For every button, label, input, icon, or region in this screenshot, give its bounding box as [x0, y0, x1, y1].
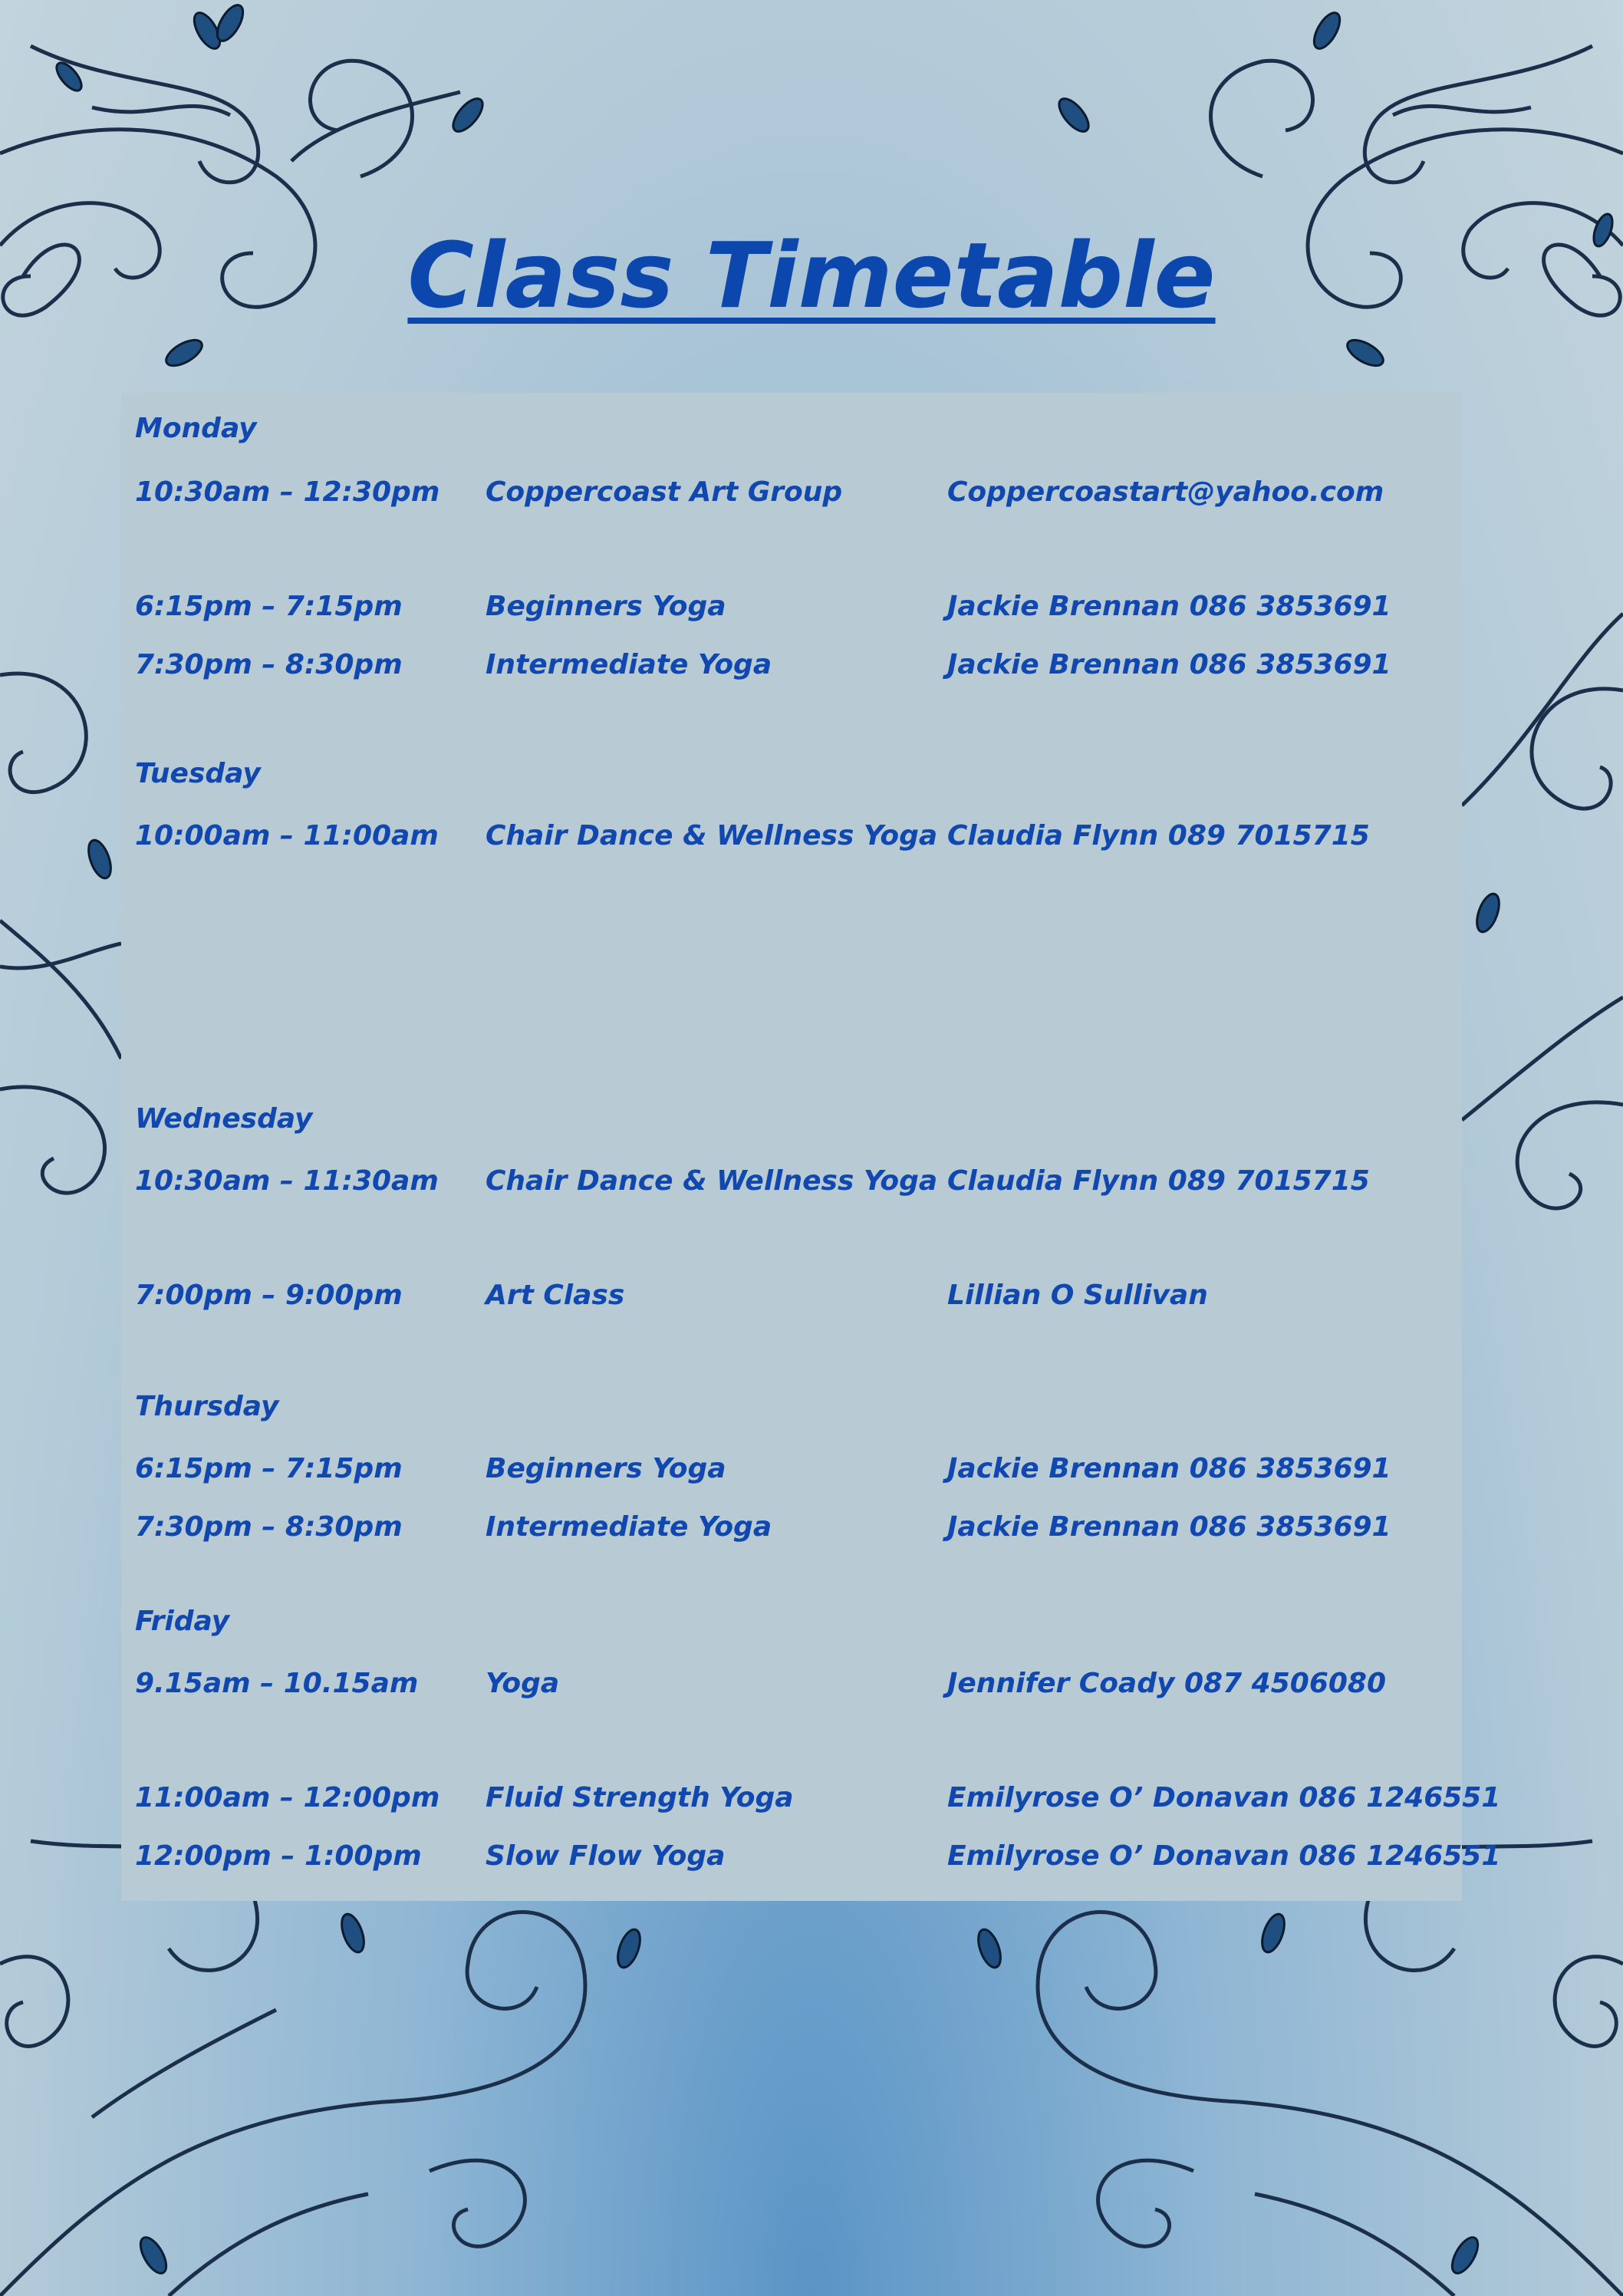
session-row [121, 1510, 1462, 1556]
session-contact: Emilyrose O’ Donavan 086 1246551 [947, 1840, 1501, 1872]
session-class: Beginners Yoga [486, 591, 726, 622]
session-contact: Jackie Brennan 086 3853691 [947, 1453, 1391, 1484]
session-contact: Emilyrose O’ Donavan 086 1246551 [947, 1782, 1501, 1813]
flourish-left-side-icon [0, 674, 121, 1193]
session-contact: Jennifer Coady 087 4506080 [947, 1668, 1387, 1699]
session-contact: Lillian O Sullivan [947, 1280, 1208, 1311]
page-title: Class Timetable [407, 222, 1216, 328]
session-class: Chair Dance & Wellness Yoga [486, 1165, 938, 1197]
flourish-bottom-right-icon [1038, 1841, 1623, 2296]
day-heading: Monday [135, 413, 257, 444]
session-row [121, 1164, 1462, 1211]
session-class: Yoga [486, 1668, 560, 1699]
session-time: 10:30am – 11:30am [135, 1165, 439, 1197]
session-contact: Jackie Brennan 086 3853691 [947, 591, 1391, 622]
session-row [121, 590, 1462, 636]
session-row [121, 1279, 1462, 1325]
session-row [121, 476, 1462, 522]
session-contact: Jackie Brennan 086 3853691 [947, 1511, 1391, 1543]
day-heading: Tuesday [135, 758, 261, 789]
day-heading: Wednesday [135, 1103, 313, 1135]
session-time: 9.15am – 10.15am [135, 1668, 419, 1699]
session-contact: Coppercoastart@yahoo.com [947, 476, 1384, 508]
day-heading: Thursday [135, 1391, 279, 1422]
session-row [121, 1667, 1462, 1713]
session-contact: Jackie Brennan 086 3853691 [947, 649, 1391, 680]
session-time: 7:00pm – 9:00pm [135, 1280, 403, 1311]
session-time: 7:30pm – 8:30pm [135, 649, 403, 680]
session-class: Intermediate Yoga [486, 1511, 772, 1543]
session-row [121, 1840, 1501, 1886]
session-class: Beginners Yoga [486, 1453, 726, 1484]
session-class: Art Class [486, 1280, 625, 1311]
session-class: Slow Flow Yoga [486, 1840, 726, 1872]
session-class: Intermediate Yoga [486, 649, 772, 680]
session-time: 10:30am – 12:30pm [135, 476, 440, 508]
session-time: 12:00pm – 1:00pm [135, 1840, 422, 1872]
timetable-panel [121, 393, 1501, 1901]
session-time: 6:15pm – 7:15pm [135, 591, 403, 622]
session-row [121, 1781, 1501, 1827]
session-row [121, 1452, 1462, 1498]
session-class: Fluid Strength Yoga [486, 1782, 794, 1813]
session-class: Coppercoast Art Group [486, 476, 843, 508]
session-time: 7:30pm – 8:30pm [135, 1511, 403, 1543]
session-time: 6:15pm – 7:15pm [135, 1453, 403, 1484]
flourish-bottom-left-icon [0, 1841, 585, 2296]
session-contact: Claudia Flynn 089 7015715 [947, 1165, 1370, 1197]
session-contact: Claudia Flynn 089 7015715 [947, 820, 1370, 852]
session-time: 11:00am – 12:00pm [135, 1782, 440, 1813]
session-row [121, 648, 1462, 694]
session-time: 10:00am – 11:00am [135, 820, 439, 852]
session-class: Chair Dance & Wellness Yoga [486, 820, 938, 852]
day-heading: Friday [135, 1606, 230, 1637]
session-row [121, 819, 1462, 865]
